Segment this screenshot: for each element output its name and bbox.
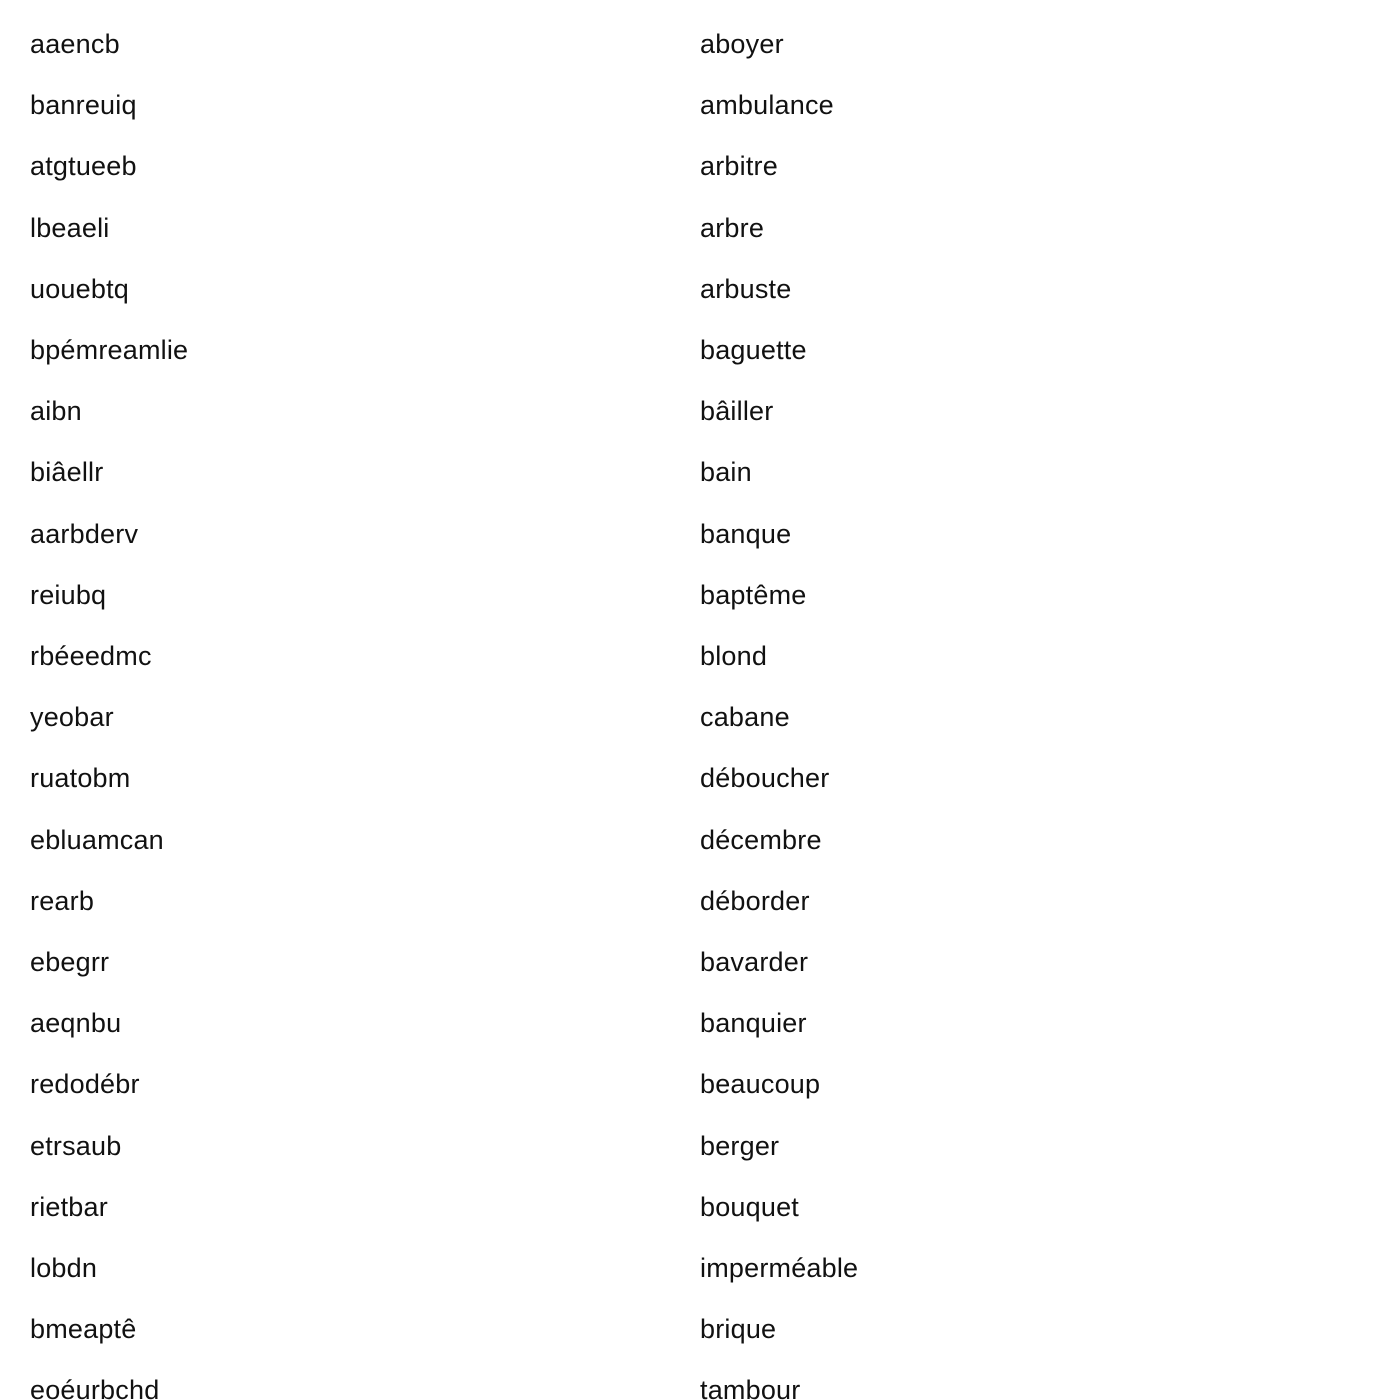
answer-word: brique <box>700 1314 777 1345</box>
answer-word: ambulance <box>700 90 834 121</box>
answer-word: déboucher <box>700 763 830 794</box>
scrambled-word: banreuiq <box>30 90 137 121</box>
scrambled-word: aaencb <box>30 29 120 59</box>
answer-word: déborder <box>700 885 810 916</box>
scrambled-word: rbéeedmc <box>30 641 152 671</box>
scrambled-word: redodébr <box>30 1069 140 1100</box>
scrambled-word: reiubq <box>30 579 107 610</box>
answer-word: tambour <box>700 1375 801 1400</box>
scrambled-word: eoéurbchd <box>30 1375 160 1400</box>
answer-word: beaucoup <box>700 1069 821 1100</box>
scrambled-word: biâellr <box>30 457 104 488</box>
answer-word: arbre <box>700 212 765 243</box>
answer-word: banque <box>700 518 792 549</box>
answer-word: berger <box>700 1130 780 1161</box>
answer-word: baguette <box>700 335 807 365</box>
scrambled-word: aibn <box>30 396 82 427</box>
scrambled-word: etrsaub <box>30 1130 122 1161</box>
scrambled-word: atgtueeb <box>30 151 137 182</box>
scrambled-word: ebegrr <box>30 947 110 977</box>
scrambled-word: rietbar <box>30 1191 108 1222</box>
scrambled-word: ruatobm <box>30 763 131 794</box>
scrambled-word: bmeaptê <box>30 1314 137 1345</box>
answer-word: baptême <box>700 579 807 610</box>
answer-word: aboyer <box>700 29 784 59</box>
answer-word: bain <box>700 457 752 488</box>
answer-word: arbitre <box>700 151 778 182</box>
scrambled-word: rearb <box>30 885 95 916</box>
answer-word: bavarder <box>700 947 809 977</box>
answer-word: blond <box>700 641 768 671</box>
scrambled-word: lbeaeli <box>30 212 110 243</box>
answer-word: arbuste <box>700 273 792 304</box>
scrambled-word: lobdn <box>30 1253 98 1283</box>
answer-word: bouquet <box>700 1191 799 1222</box>
answer-word: décembre <box>700 824 822 855</box>
scrambled-word: bpémreamlie <box>30 335 189 365</box>
scrambled-word: uouebtq <box>30 273 129 304</box>
answer-word: bâiller <box>700 396 774 427</box>
answer-word: banquier <box>700 1008 807 1039</box>
answer-word: cabane <box>700 702 790 733</box>
scrambled-word: ebluamcan <box>30 824 164 855</box>
scrambled-word: yeobar <box>30 702 114 733</box>
answer-word: imperméable <box>700 1253 859 1283</box>
scrambled-word: aarbderv <box>30 518 139 549</box>
scrambled-word: aeqnbu <box>30 1008 122 1039</box>
